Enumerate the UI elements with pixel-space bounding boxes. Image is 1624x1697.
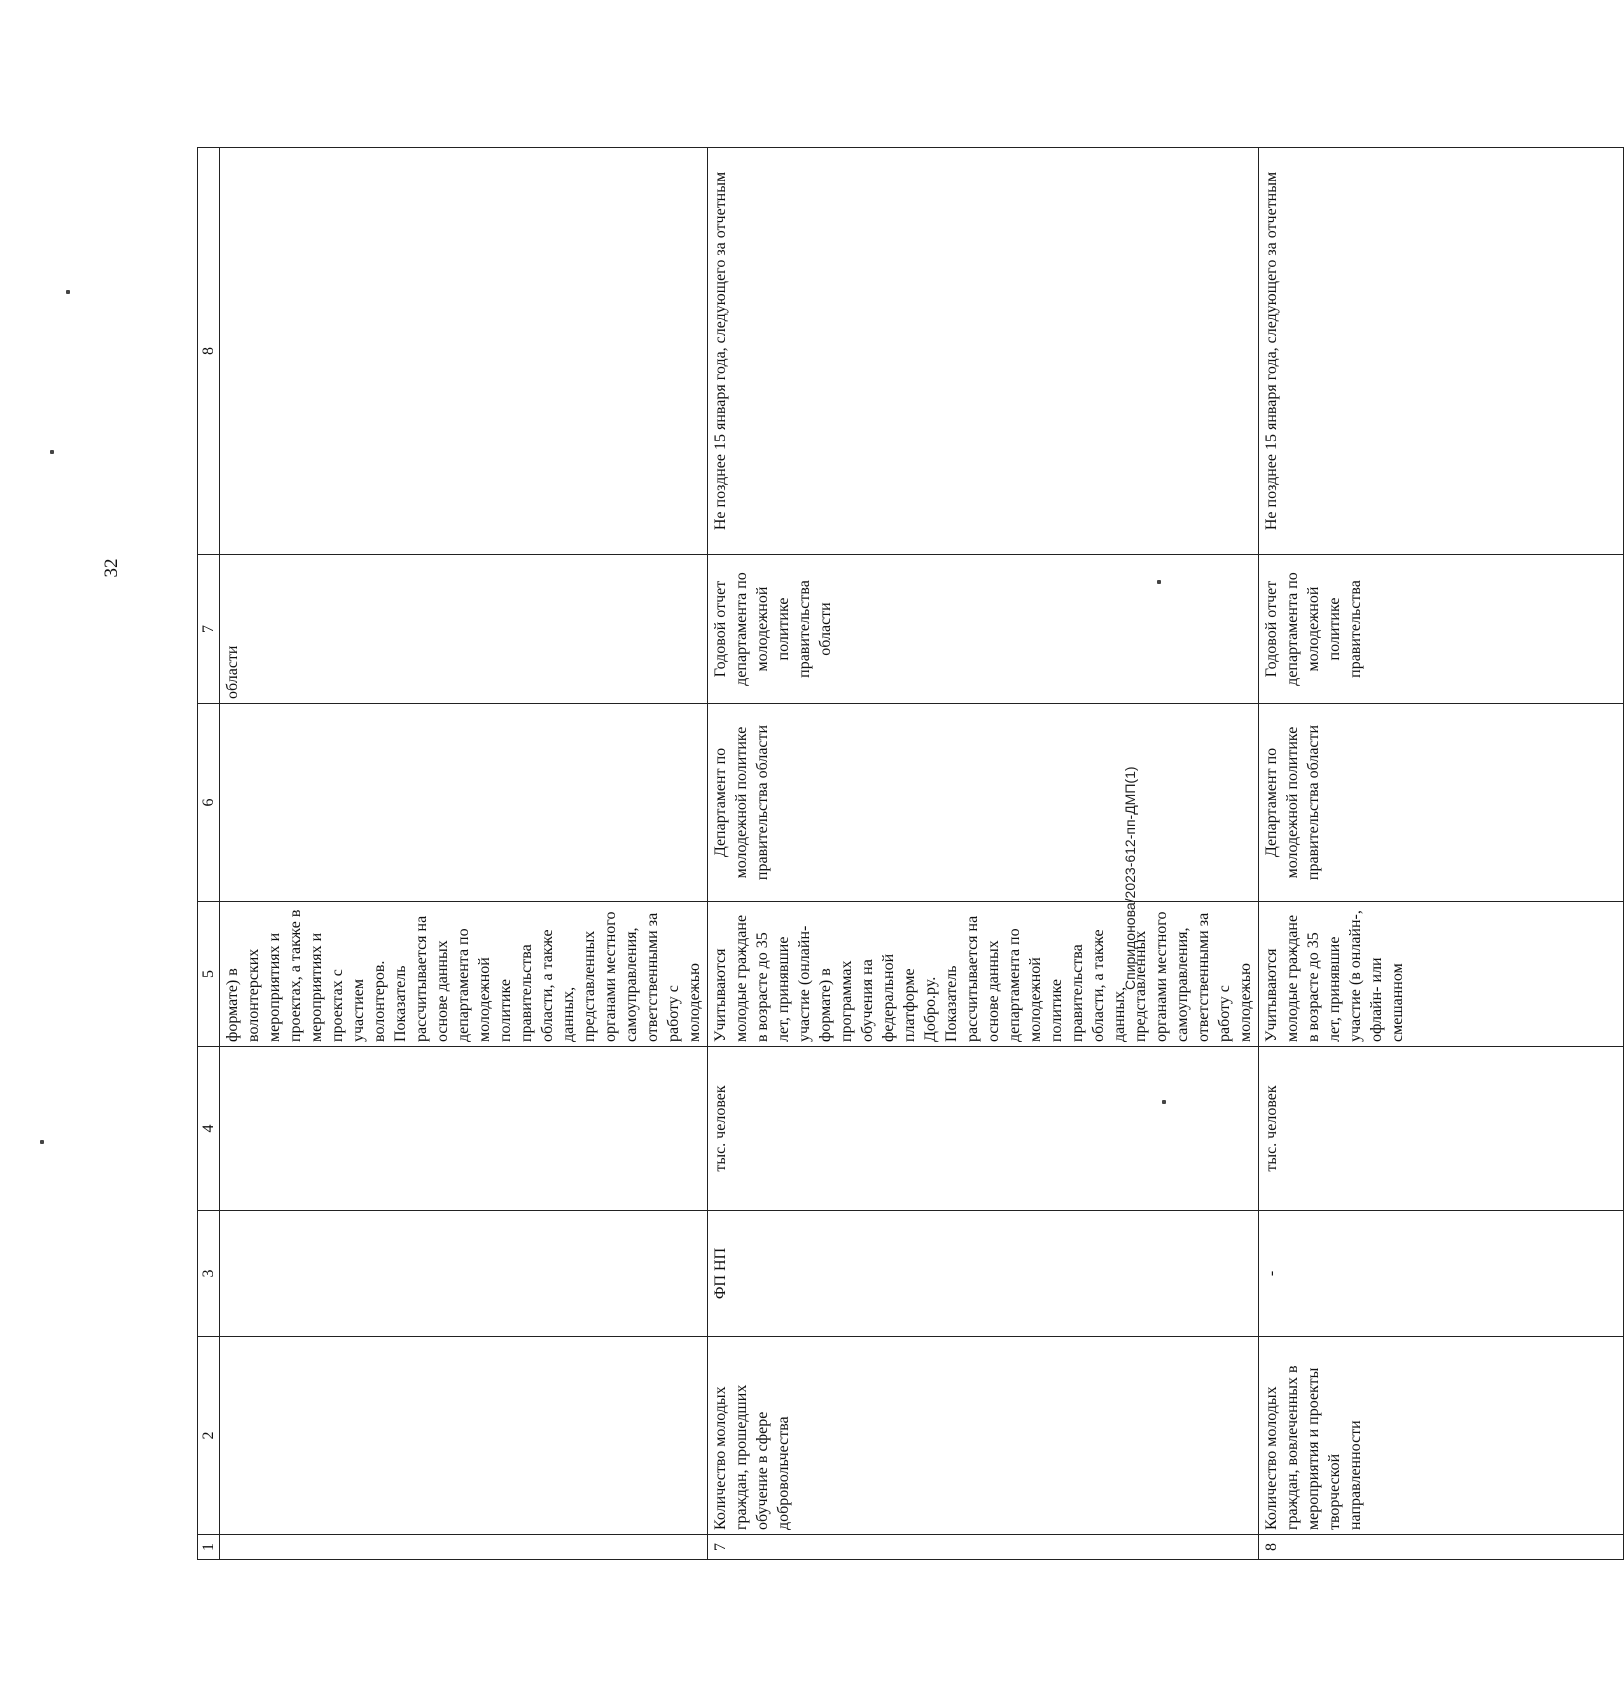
cell-deadline: Не позднее 15 января года, следующего за отчетным (708, 148, 1259, 555)
scan-speck (1157, 580, 1161, 584)
cell-number: 7 (708, 1535, 1259, 1560)
cell-deadline (220, 148, 708, 555)
header-col-4: 4 (198, 1047, 220, 1211)
indicator-table-wrapper (197, 148, 1406, 1560)
cell-indicator-name: Количество молодых граждан, вовлеченных в мероприятия и проекты творческой направленности (1259, 1337, 1624, 1535)
cell-source (220, 1211, 708, 1337)
header-col-5: 5 (198, 902, 220, 1047)
cell-method: Учитываются молодые граждане в возрасте до 35 лет, принявшие участие (онлайн-формате) в программах обучения на федеральной платформе Добро.ру. Показатель рассчитывается на основе данных департамента по молодежной политике правительства области, а также данных, представленных органами местного самоуправления, ответственными за работу с молодежью (708, 902, 1259, 1047)
scan-speck (1162, 1100, 1166, 1104)
cell-source: - (1259, 1211, 1624, 1337)
table-row-continuation (220, 148, 708, 1560)
cell-unit: тыс. человек (708, 1047, 1259, 1211)
cell-report: области (220, 555, 708, 704)
cell-indicator-name: Количество молодых граждан, прошедших обучение в сфере добровольчества (708, 1337, 1259, 1535)
page-number: 32 (101, 558, 122, 578)
cell-number (220, 1535, 708, 1560)
header-col-8: 8 (198, 148, 220, 555)
cell-number: 8 (1259, 1535, 1624, 1560)
header-col-2: 2 (198, 1337, 220, 1535)
cell-report: Годовой отчет департамента по молодежной политике правительства области (708, 555, 1259, 704)
cell-responsible: Департамент по молодежной политике правительства области (1259, 704, 1624, 902)
cell-deadline: Не позднее 15 января года, следующего за отчетным (1259, 148, 1624, 555)
cell-method: Учитываются молодые граждане в возрасте до 35 лет, принявшие участие (в онлайн-, офлайн- или смешанном (1259, 902, 1624, 1047)
table-row-7 (708, 148, 1259, 1560)
cell-unit: тыс. человек (1259, 1047, 1624, 1211)
cell-responsible: Департамент по молодежной политике правительства области (708, 704, 1259, 902)
scan-speck (50, 450, 54, 454)
table-row-8 (1259, 148, 1624, 1560)
scan-speck (40, 1140, 44, 1144)
header-col-3: 3 (198, 1211, 220, 1337)
cell-report: Годовой отчет департамента по молодежной политике правительства (1259, 555, 1624, 704)
cell-source: ФП НП (708, 1211, 1259, 1337)
cell-unit (220, 1047, 708, 1211)
header-col-1: 1 (198, 1535, 220, 1560)
document-footer-code: Спиридонова/2023-612-пп-ДМП(1) (1122, 766, 1138, 990)
table-header-row (198, 148, 220, 1560)
cell-method: формате) в волонтерских мероприятиях и проектах, а также в мероприятиях и проектах с участием волонтеров. Показатель рассчитывается на основе данных департамента по молодежной политике правительства области, а также данных, представленных органами местного самоуправления, ответственными за работу с молодежью (220, 902, 708, 1047)
cell-responsible (220, 704, 708, 902)
header-col-7: 7 (198, 555, 220, 704)
indicator-table (197, 147, 1624, 1560)
cell-indicator-name (220, 1337, 708, 1535)
header-col-6: 6 (198, 704, 220, 902)
scan-speck (66, 290, 70, 294)
